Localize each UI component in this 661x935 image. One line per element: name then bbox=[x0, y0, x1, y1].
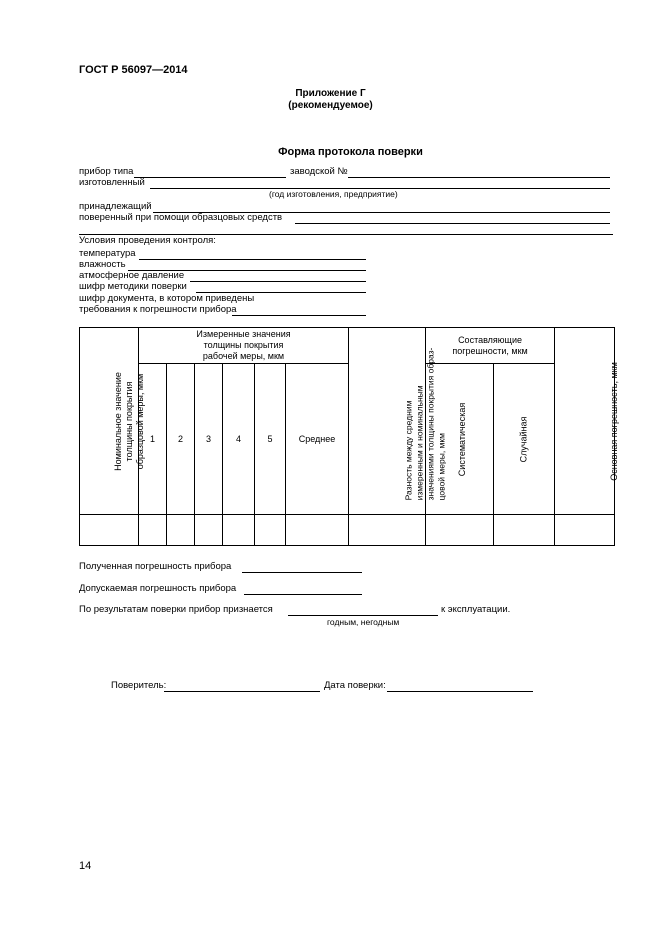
doc-code-label-1: шифр документа, в котором приведены bbox=[79, 293, 255, 304]
verifier-label: Поверитель: bbox=[111, 680, 167, 691]
random-text: Случайная bbox=[518, 416, 529, 462]
table-cell[interactable] bbox=[167, 515, 195, 546]
device-type-label: прибор типа bbox=[79, 166, 134, 177]
measured-col-5: 5 bbox=[255, 364, 286, 515]
temperature-label: температура bbox=[79, 248, 136, 259]
random-header bbox=[494, 364, 555, 515]
manufactured-hint: (год изготовления, предприятие) bbox=[269, 189, 398, 199]
difference-header bbox=[349, 328, 447, 515]
table-cell[interactable] bbox=[494, 515, 555, 546]
verifier-line bbox=[164, 691, 320, 692]
verified-with-label: поверенный при помощи образцовых средств bbox=[79, 212, 283, 223]
difference-text: Разность между средним измеренным и номинальным значениями толщины покрытия образ- цовой меры, мкм bbox=[403, 347, 447, 501]
standard-header: ГОСТ Р 56097—2014 bbox=[79, 64, 188, 76]
measured-col-1: 1 bbox=[139, 364, 167, 515]
measured-values-header: Измеренные значения толщины покрытия рабочей меры, мкм bbox=[139, 328, 349, 364]
basic-error-text: Основная погрешность, мкм bbox=[608, 361, 619, 481]
obtained-error-label: Полученная погрешность прибора bbox=[79, 561, 232, 572]
measured-col-3: 3 bbox=[195, 364, 223, 515]
pressure-line bbox=[190, 281, 366, 282]
allowed-error-line bbox=[244, 594, 362, 595]
pressure-label: атмосферное давление bbox=[79, 270, 185, 281]
conditions-label: Условия проведения контроля: bbox=[79, 235, 216, 246]
table-cell[interactable] bbox=[286, 515, 349, 546]
manufactured-label: изготовленный bbox=[79, 177, 145, 188]
humidity-label: влажность bbox=[79, 259, 126, 270]
appendix-title: Приложение Г bbox=[295, 88, 366, 99]
table-cell[interactable] bbox=[255, 515, 286, 546]
basic-error-header bbox=[555, 328, 619, 515]
verified-with-line bbox=[295, 223, 610, 224]
measured-col-average: Среднее bbox=[286, 364, 349, 515]
device-type-line bbox=[134, 177, 286, 178]
method-code-label: шифр методики поверки bbox=[79, 281, 187, 292]
table-row bbox=[80, 515, 615, 546]
page-number: 14 bbox=[79, 860, 92, 872]
table-cell[interactable] bbox=[195, 515, 223, 546]
belonging-label: принадлежащий bbox=[79, 201, 152, 212]
verification-date-line bbox=[387, 691, 533, 692]
verification-date-label: Дата поверки: bbox=[324, 680, 386, 691]
table-cell[interactable] bbox=[223, 515, 255, 546]
nominal-value-header bbox=[80, 328, 145, 515]
conclusion-label: По результатам поверки прибор признается bbox=[79, 604, 273, 615]
error-components-header: Составляющие погрешности, мкм bbox=[426, 328, 555, 364]
protocol-table bbox=[79, 327, 619, 546]
form-title: Форма протокола поверки bbox=[278, 146, 423, 158]
nominal-value-text: Номинальное значение толщины покрытия образцовой меры, мкм bbox=[112, 371, 145, 471]
conclusion-hint: годным, негодным bbox=[327, 617, 400, 627]
obtained-error-line bbox=[242, 572, 362, 573]
appendix-note: (рекомендуемое) bbox=[288, 100, 373, 111]
conclusion-line bbox=[288, 615, 438, 616]
table-cell[interactable] bbox=[139, 515, 167, 546]
table-cell[interactable] bbox=[555, 515, 615, 546]
table-cell[interactable] bbox=[80, 515, 139, 546]
conclusion-end: к эксплуатации. bbox=[441, 604, 511, 615]
measured-col-4: 4 bbox=[223, 364, 255, 515]
allowed-error-label: Допускаемая погрешность прибора bbox=[79, 583, 237, 594]
doc-code-label-2: требования к погрешности прибора bbox=[79, 304, 237, 315]
serial-label: заводской № bbox=[290, 166, 348, 177]
table-cell[interactable] bbox=[426, 515, 494, 546]
temperature-line bbox=[139, 259, 366, 260]
table-cell[interactable] bbox=[349, 515, 426, 546]
doc-code-line bbox=[232, 315, 366, 316]
systematic-text: Систематическая bbox=[457, 402, 468, 476]
measured-col-2: 2 bbox=[167, 364, 195, 515]
serial-line bbox=[348, 177, 610, 178]
